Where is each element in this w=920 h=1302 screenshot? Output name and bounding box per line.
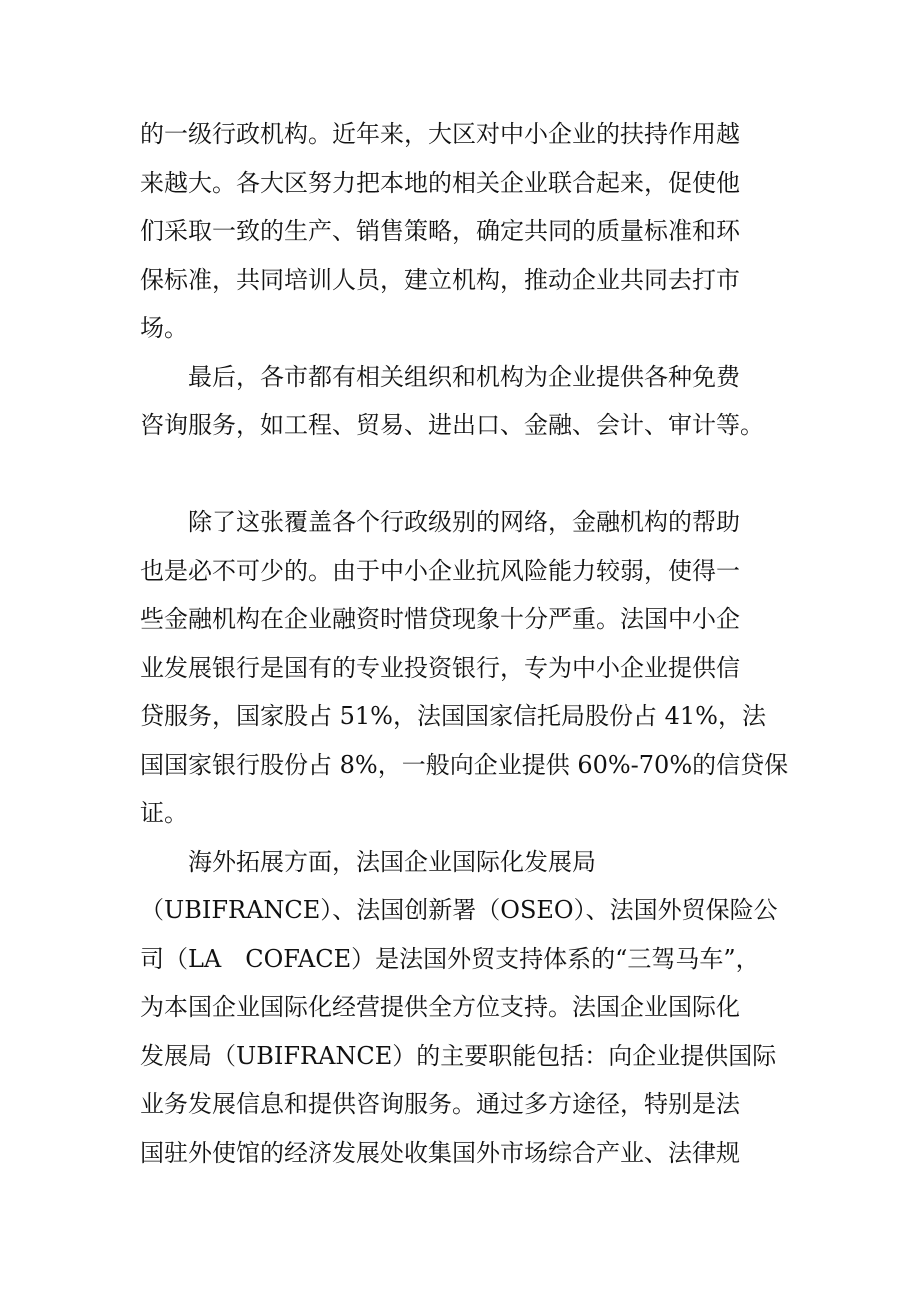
paragraph-1 bbox=[140, 110, 790, 353]
text-line: 国驻外使馆的经济发展处收集国外市场综合产业、法律规 bbox=[140, 1138, 740, 1167]
text-line: 业务发展信息和提供咨询服务。通过多方途径，特别是法 bbox=[140, 1090, 740, 1118]
text-line: 为本国企业国际化经营提供全方位支持。法国企业国际化 bbox=[140, 993, 740, 1021]
text-line: 海外拓展方面，法国企业国际化发展局 bbox=[188, 847, 596, 876]
text-line: 国国家银行股份占 8%，一般向企业提供 60%-70%的信贷保 bbox=[140, 750, 789, 779]
text-line: 来越大。各大区努力把本地的相关企业联合起来，促使他 bbox=[140, 168, 740, 197]
paragraph-3 bbox=[140, 498, 790, 838]
paragraph-4 bbox=[140, 838, 790, 1178]
paragraph-2 bbox=[140, 353, 790, 450]
text-line: 业发展银行是国有的专业投资银行，专为中小企业提供信 bbox=[140, 653, 740, 682]
text-line: 除了这张覆盖各个行政级别的网络，金融机构的帮助 bbox=[188, 508, 740, 536]
text-line: （UBIFRANCE）、法国创新署（OSEO）、法国外贸保险公 bbox=[140, 896, 778, 924]
text-line: 些金融机构在企业融资时惜贷现象十分严重。法国中小企 bbox=[140, 605, 740, 633]
text-line: 场。 bbox=[140, 314, 188, 342]
text-line: 发展局（UBIFRANCE）的主要职能包括：向企业提供国际 bbox=[140, 1041, 777, 1070]
text-line: 保标准，共同培训人员，建立机构，推动企业共同去打市 bbox=[140, 265, 740, 294]
text-line: 最后，各市都有相关组织和机构为企业提供各种免费 bbox=[188, 362, 740, 391]
text-line: 咨询服务，如工程、贸易、进出口、金融、会计、审计等。 bbox=[140, 411, 764, 439]
text-line: 的一级行政机构。近年来，大区对中小企业的扶持作用越 bbox=[140, 120, 740, 148]
text-line: 也是必不可少的。由于中小企业抗风险能力较弱，使得一 bbox=[140, 556, 740, 585]
text-line: 司（LA COFACE）是法国外贸支持体系的“三驾马车”， bbox=[140, 944, 760, 973]
text-line: 证。 bbox=[140, 799, 188, 827]
text-line: 们采取一致的生产、销售策略，确定共同的质量标准和环 bbox=[140, 217, 740, 245]
paragraph-spacer bbox=[140, 450, 790, 499]
text-line: 贷服务，国家股占 51%，法国国家信托局股份占 41%，法 bbox=[140, 702, 766, 730]
document-body bbox=[140, 110, 790, 1177]
